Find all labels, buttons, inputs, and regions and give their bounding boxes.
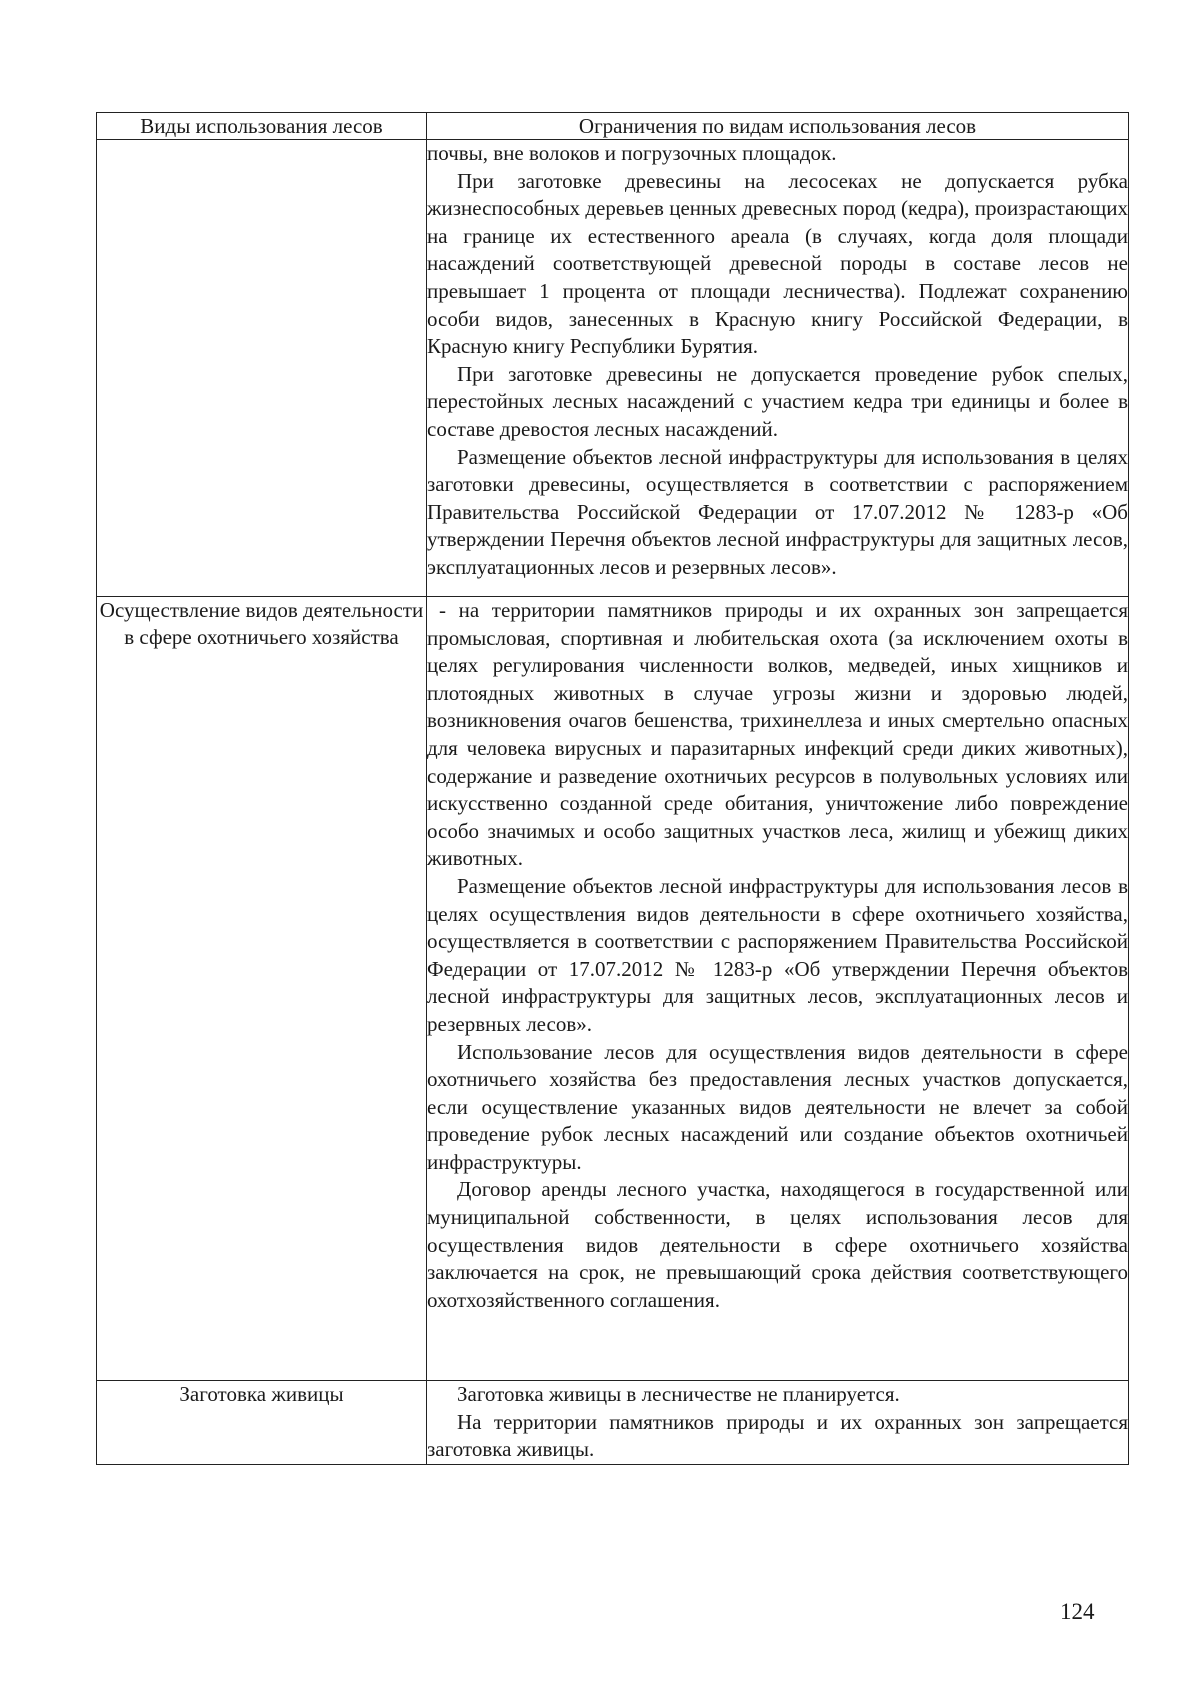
usage-type-cell: Заготовка живицы — [97, 1381, 427, 1465]
restrictions-cell — [427, 597, 1129, 1381]
column-header-restrictions: Ограничения по видам использования лесов — [427, 113, 1129, 140]
restriction-paragraph: Размещение объектов лесной инфраструктуры для использования лесов в целях осуществления видов деятельности в сфере охотничьего хозяйства, осуществляется в соответствии с распоряжением Правительства Российской Федерации от 17.07.2012 № 1283-р «Об утверждении Перечня объектов лесной инфраструктуры для защитных лесов, эксплуатационных лесов и резервных лесов». — [427, 873, 1128, 1036]
restriction-paragraph: почвы, вне волоков и погрузочных площадок. — [427, 141, 837, 165]
restriction-paragraph: Заготовка живицы в лесничестве не планируется. — [457, 1382, 900, 1406]
usage-type-cell — [97, 140, 427, 597]
restriction-paragraph: Использование лесов для осуществления видов деятельности в сфере охотничьего хозяйства без предоставления лесных участков допускается, если осуществление указанных видов деятельности не влечет за собой проведение рубок лесных насаждений или создание объектов охотничьей инфраструктуры. — [427, 1039, 1128, 1174]
restriction-paragraph: На территории памятников природы и их охранных зон запрещается заготовка живицы. — [427, 1409, 1128, 1462]
table-row — [97, 1381, 1129, 1465]
restrictions-cell — [427, 140, 1129, 597]
restrictions-table — [96, 112, 1129, 1465]
restriction-paragraph: При заготовке древесины не допускается проведение рубок спелых, перестойных лесных насаждений с участием кедра три единицы и более в составе древостоя лесных насаждений. — [427, 361, 1128, 441]
table-header-row — [97, 113, 1129, 140]
column-header-usage-type: Виды использования лесов — [97, 113, 427, 140]
table-row — [97, 140, 1129, 597]
restriction-paragraph: - на территории памятников природы и их охранных зон запрещается промысловая, спортивная и любительская охота (за исключением охоты в целях регулирования численности волков, медведей, иных хищников и плотоядных животных в случае угрозы жизни и здоровью людей, возникновения очагов бешенства, трихинеллеза и иных смертельно опасных для человека вирусных и паразитарных инфекций среди диких животных), содержание и разведение охотничьих ресурсов в полувольных условиях или искусственно созданной среде обитания, уничтожение либо повреждение особо значимых и особо защитных участков леса, жилищ и убежищ диких животных. — [427, 598, 1128, 871]
restrictions-cell — [427, 1381, 1129, 1465]
table-row — [97, 597, 1129, 1381]
usage-type-cell: Осуществление видов деятельности в сфере охотничьего хозяйства — [97, 597, 427, 1381]
restriction-paragraph: Размещение объектов лесной инфраструктуры для использования в целях заготовки древесины, осуществляется в соответствии с распоряжением Правительства Российской Федерации от 17.07.2012 № 1283-р «Об утверждении Перечня объектов лесной инфраструктуры для защитных лесов, эксплуатационных лесов и резервных лесов». — [427, 444, 1128, 579]
page-number: 124 — [1060, 1599, 1095, 1624]
restriction-paragraph: При заготовке древесины на лесосеках не допускается рубка жизнеспособных деревьев ценных древесных пород (кедра), произрастающих на границе их естественного ареала (в случаях, когда доля площади насаждений соответствующей древесной породы в составе лесов не превышает 1 процента от площади лесничества). Подлежат сохранению особи видов, занесенных в Красную книгу Российской Федерации, в Красную книгу Республики Бурятия. — [427, 168, 1128, 359]
restriction-paragraph: Договор аренды лесного участка, находящегося в государственной или муниципальной собственности, в целях использования лесов для осуществления видов деятельности в сфере охотничьего хозяйства заключается на срок, не превышающий срока действия соответствующего охотхозяйственного соглашения. — [427, 1177, 1128, 1312]
